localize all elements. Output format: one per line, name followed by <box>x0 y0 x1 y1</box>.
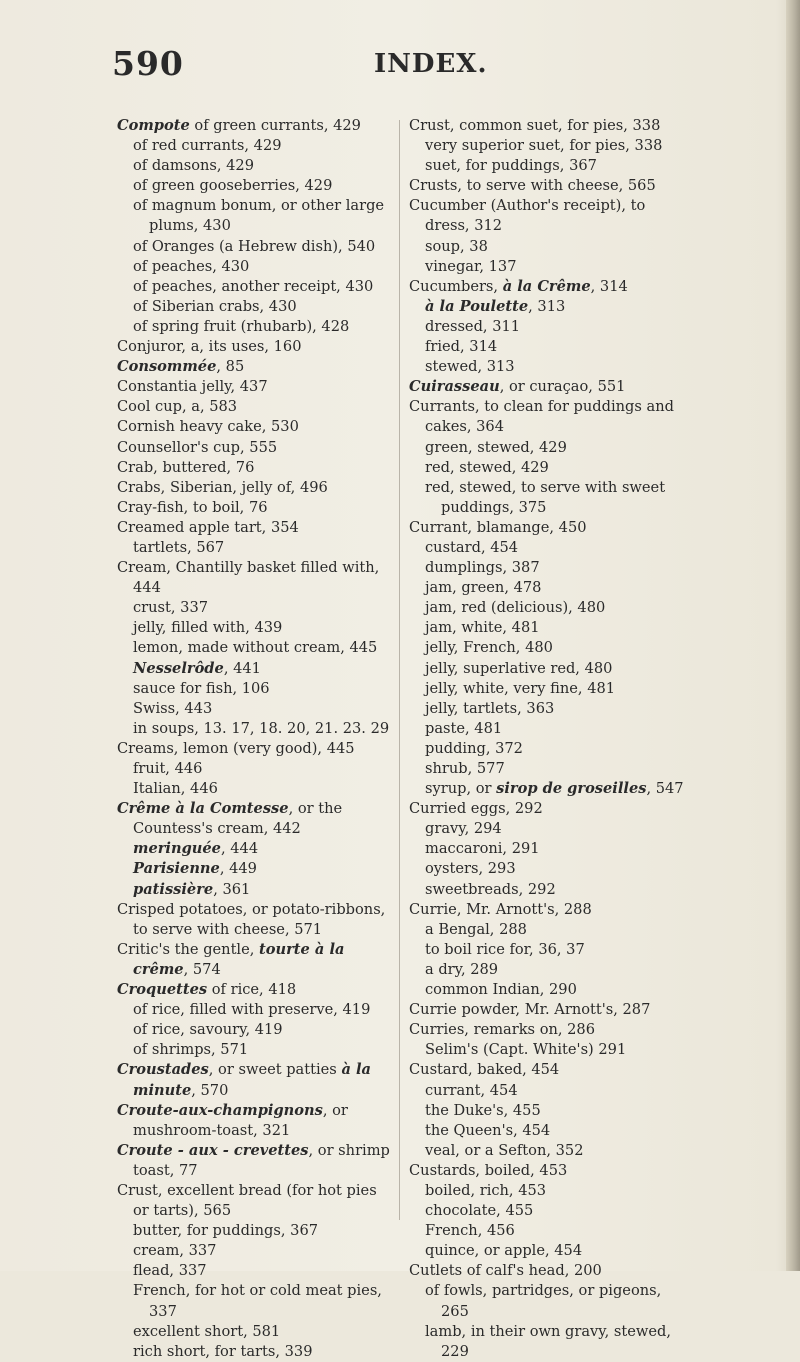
index-entry <box>117 498 394 518</box>
entry-text: Cucumbers, <box>409 277 503 295</box>
index-entry <box>117 679 394 699</box>
entry-text: Currant, blamange, 450 <box>409 518 587 536</box>
index-entry <box>409 1060 688 1080</box>
index-entry <box>409 618 688 638</box>
index-entry <box>409 779 688 799</box>
entry-text: red, stewed, to serve with sweet puddings, 375 <box>425 478 666 516</box>
entry-text: jam, red (delicious), 480 <box>425 599 606 617</box>
index-entry <box>409 759 688 779</box>
index-entry <box>117 116 394 136</box>
entry-text: green, stewed, 429 <box>425 438 567 456</box>
index-entry <box>409 578 688 598</box>
entry-text: Creams, lemon (very good), 445 <box>117 739 355 757</box>
entry-text: Crême à la Comtesse <box>117 800 289 818</box>
entry-text: crust, 337 <box>133 599 209 617</box>
entry-text: gravy, 294 <box>425 820 502 838</box>
index-entry <box>409 1101 688 1121</box>
index-entry <box>409 900 688 920</box>
index-entry <box>117 1101 394 1141</box>
page-title: INDEX. <box>374 49 488 79</box>
entry-text: chocolate, 455 <box>425 1202 534 1220</box>
index-entry <box>117 337 394 357</box>
entry-text: of spring fruit (rhubarb), 428 <box>133 317 350 335</box>
index-entry <box>409 397 688 437</box>
entry-text: in soups, 13. 17, 18. 20, 21. 23. 29 <box>133 719 390 737</box>
index-entry <box>409 257 688 277</box>
entry-text: flead, 337 <box>133 1262 207 1280</box>
entry-text: à la Crême <box>502 277 591 295</box>
entry-text: Croute - aux - crevettes <box>117 1141 309 1159</box>
index-entry <box>409 1261 688 1281</box>
index-entry <box>117 739 394 759</box>
index-entry <box>117 377 394 397</box>
index-entry <box>117 1060 394 1100</box>
entry-text: lemon, made without cream, 445 <box>133 639 378 657</box>
entry-text: , 314 <box>590 277 628 295</box>
index-entry <box>117 357 394 377</box>
index-column-left <box>117 116 394 1362</box>
index-entry <box>117 1281 394 1321</box>
entry-text: , 574 <box>183 960 221 978</box>
index-entry <box>409 518 688 538</box>
index-entry <box>117 719 394 739</box>
entry-text: à la Poulette <box>425 297 529 315</box>
entry-text: Crusts, to serve with cheese, 565 <box>409 177 656 195</box>
entry-text: Cucumber (Author's receipt), to dress, 312 <box>409 197 646 235</box>
entry-text: suet, for puddings, 367 <box>425 157 597 175</box>
entry-text: Parisienne <box>133 860 220 878</box>
index-entry <box>117 438 394 458</box>
index-entry <box>409 558 688 578</box>
entry-text: Italian, 446 <box>133 780 218 798</box>
entry-text: custard, 454 <box>425 538 519 556</box>
entry-text: Swiss, 443 <box>133 699 213 717</box>
entry-text: vinegar, 137 <box>425 257 517 275</box>
entry-text: of red currants, 429 <box>133 137 282 155</box>
entry-text: jam, green, 478 <box>425 579 542 597</box>
index-entry <box>409 317 688 337</box>
entry-text: Selim's (Capt. White's) 291 <box>425 1041 627 1059</box>
index-entry <box>117 257 394 277</box>
index-entry <box>117 880 394 900</box>
index-entry <box>117 940 394 980</box>
index-entry <box>409 880 688 900</box>
index-entry <box>409 638 688 658</box>
entry-text: dressed, 311 <box>425 317 521 335</box>
index-entry <box>409 277 688 297</box>
index-entry <box>409 237 688 257</box>
index-entry <box>117 1241 394 1261</box>
index-entry <box>117 237 394 257</box>
entry-text: cream, 337 <box>133 1242 217 1260</box>
entry-text: to boil rice for, 36, 37 <box>425 940 585 958</box>
entry-text: Cray-fish, to boil, 76 <box>117 498 268 516</box>
entry-text: jelly, French, 480 <box>425 639 553 657</box>
entry-text: Cutlets of calf's head, 200 <box>409 1262 602 1280</box>
entry-text: of peaches, 430 <box>133 257 250 275</box>
entry-text: of Siberian crabs, 430 <box>133 297 297 315</box>
entry-text: jelly, superlative red, 480 <box>425 659 613 677</box>
index-entry <box>409 196 688 236</box>
entry-text: , 547 <box>646 780 684 798</box>
index-entry <box>117 1322 394 1342</box>
entry-text: Crabs, Siberian, jelly of, 496 <box>117 478 328 496</box>
index-entry <box>117 196 394 236</box>
index-entry <box>117 518 394 538</box>
entry-text: soup, 38 <box>425 237 488 255</box>
index-entry <box>117 1020 394 1040</box>
index-entry <box>117 1261 394 1281</box>
index-entry <box>117 478 394 498</box>
index-entry <box>117 558 394 598</box>
entry-text: , or curaçao, 551 <box>499 378 626 396</box>
entry-text: Crisped potatoes, or potato-ribbons, to serve with cheese, 571 <box>117 900 386 938</box>
index-entry <box>117 458 394 478</box>
entry-text: common Indian, 290 <box>425 981 577 999</box>
entry-text: of rice, filled with preserve, 419 <box>133 1001 371 1019</box>
index-entry <box>117 900 394 940</box>
entry-text: sirop de groseilles <box>496 780 647 798</box>
entry-text: Croustades <box>117 1061 209 1079</box>
entry-text: Currants, to clean for puddings and cakes, 364 <box>409 398 674 436</box>
index-entry <box>409 1161 688 1181</box>
entry-text: Crab, buttered, 76 <box>117 458 255 476</box>
entry-text: dumplings, 387 <box>425 559 540 577</box>
index-entry <box>409 1020 688 1040</box>
entry-text: Creamed apple tart, 354 <box>117 518 299 536</box>
index-entry <box>409 337 688 357</box>
index-entry <box>409 920 688 940</box>
index-entry <box>409 1081 688 1101</box>
index-entry <box>117 397 394 417</box>
entry-text: paste, 481 <box>425 719 503 737</box>
entry-text: tartlets, 567 <box>133 538 225 556</box>
entry-text: sauce for fish, 106 <box>133 679 270 697</box>
index-entry <box>409 659 688 679</box>
entry-text: of green currants, 429 <box>189 117 361 134</box>
index-entry <box>117 277 394 297</box>
entry-text: maccaroni, 291 <box>425 840 540 858</box>
index-entry <box>409 819 688 839</box>
index-entry <box>117 779 394 799</box>
entry-text: of Oranges (a Hebrew dish), 540 <box>133 237 376 255</box>
index-entry <box>117 799 394 839</box>
index-entry <box>409 739 688 759</box>
entry-text: Cuirasseau <box>409 378 500 396</box>
entry-text: Curries, remarks on, 286 <box>409 1021 596 1039</box>
entry-text: Crust, excellent bread (for hot pies or tarts), 565 <box>117 1181 377 1220</box>
index-entry <box>409 377 688 397</box>
index-entry <box>409 116 688 136</box>
entry-text: of fowls, partridges, or pigeons, 265 <box>425 1282 662 1320</box>
index-entry <box>409 1181 688 1201</box>
entry-text: rich short, for tarts, 339 <box>133 1342 313 1360</box>
index-entry <box>409 980 688 1000</box>
entry-text: jelly, tartlets, 363 <box>425 699 555 717</box>
entry-text: oysters, 293 <box>425 860 516 878</box>
entry-text: excellent short, 581 <box>133 1322 281 1340</box>
entry-text: Crust, common suet, for pies, 338 <box>409 117 661 134</box>
entry-text: of peaches, another receipt, 430 <box>133 277 374 295</box>
index-entry <box>117 1342 394 1362</box>
index-entry <box>409 940 688 960</box>
index-entry <box>409 176 688 196</box>
entry-text: very superior suet, for pies, 338 <box>425 137 663 155</box>
entry-text: , 85 <box>216 358 245 376</box>
index-entry <box>409 1221 688 1241</box>
entry-text: veal, or a Sefton, 352 <box>425 1141 584 1159</box>
entry-text: Currie powder, Mr. Arnott's, 287 <box>409 1001 651 1019</box>
index-entry <box>409 1281 688 1321</box>
column-divider <box>399 120 400 1220</box>
entry-text: French, for hot or cold meat pies, 337 <box>133 1282 382 1320</box>
entry-text: Nesselrôde <box>133 659 224 677</box>
index-entry <box>409 478 688 518</box>
index-entry <box>409 859 688 879</box>
entry-text: French, 456 <box>425 1222 515 1240</box>
index-entry <box>409 1040 688 1060</box>
index-entry <box>117 618 394 638</box>
entry-text: shrub, 577 <box>425 760 505 777</box>
index-entry <box>117 659 394 679</box>
index-entry <box>117 1141 394 1181</box>
entry-text: pudding, 372 <box>425 739 523 757</box>
index-entry <box>409 156 688 176</box>
index-entry <box>409 839 688 859</box>
index-entry <box>117 136 394 156</box>
entry-text: meringuée <box>133 840 221 858</box>
entry-text: , 570 <box>191 1081 229 1099</box>
index-entry <box>409 699 688 719</box>
index-entry <box>409 1201 688 1221</box>
entry-text: lamb, in their own gravy, stewed, 229 <box>425 1322 671 1360</box>
index-entry <box>117 859 394 879</box>
entry-text: jelly, filled with, 439 <box>133 619 283 637</box>
entry-text: a dry, 289 <box>425 960 499 978</box>
entry-text: the Queen's, 454 <box>425 1121 551 1139</box>
page-header <box>0 44 800 84</box>
entry-text: Curried eggs, 292 <box>409 800 543 818</box>
entry-text: currant, 454 <box>425 1081 518 1099</box>
entry-text: , or sweet patties <box>208 1061 342 1079</box>
index-entry <box>409 458 688 478</box>
index-entry <box>117 176 394 196</box>
entry-text: of rice, savoury, 419 <box>133 1021 283 1039</box>
entry-text: Conjuror, a, its uses, 160 <box>117 338 302 356</box>
entry-text: red, stewed, 429 <box>425 458 549 476</box>
entry-text: butter, for puddings, 367 <box>133 1222 319 1240</box>
index-entry <box>117 297 394 317</box>
entry-text: of green gooseberries, 429 <box>133 177 333 195</box>
entry-text: sweetbreads, 292 <box>425 880 556 898</box>
entry-text: , 313 <box>528 297 566 315</box>
index-entry <box>117 1000 394 1020</box>
entry-text: , or shrimp toast, 77 <box>133 1141 390 1179</box>
index-entry <box>409 799 688 819</box>
entry-text: fried, 314 <box>425 338 498 356</box>
index-entry <box>117 317 394 337</box>
index-entry <box>409 538 688 558</box>
entry-text: tourte à la crême <box>133 940 345 978</box>
index-entry <box>409 1121 688 1141</box>
entry-text: quince, or apple, 454 <box>425 1242 583 1260</box>
index-entry <box>409 679 688 699</box>
index-entry <box>409 357 688 377</box>
entry-text: , or mushroom-toast, 321 <box>133 1101 348 1139</box>
entry-text: jelly, white, very fine, 481 <box>425 679 616 697</box>
entry-text: stewed, 313 <box>425 358 515 376</box>
entry-text: Consommée <box>117 358 217 376</box>
entry-text: of shrimps, 571 <box>133 1041 249 1059</box>
entry-text: Constantia jelly, 437 <box>117 378 268 396</box>
entry-text: Currie, Mr. Arnott's, 288 <box>409 900 592 918</box>
entry-text: , 444 <box>220 840 259 858</box>
entry-text: , or the Countess's cream, 442 <box>133 800 343 838</box>
entry-text: , 441 <box>223 659 261 677</box>
index-entry <box>409 297 688 317</box>
index-entry <box>117 156 394 176</box>
entry-text: the Duke's, 455 <box>425 1101 541 1119</box>
index-entry <box>117 839 394 859</box>
index-entry <box>409 598 688 618</box>
entry-text: syrup, or <box>425 780 497 798</box>
entry-text: fruit, 446 <box>133 760 203 777</box>
index-entry <box>409 438 688 458</box>
entry-text: a Bengal, 288 <box>425 920 527 938</box>
index-entry <box>409 136 688 156</box>
entry-text: of magnum bonum, or other large plums, 430 <box>133 197 385 235</box>
index-column-right <box>409 116 688 1362</box>
entry-text: Critic's the gentle, <box>117 940 260 958</box>
index-entry <box>409 1241 688 1261</box>
entry-text: Cream, Chantilly basket filled with, 444 <box>117 559 380 597</box>
index-entry <box>409 719 688 739</box>
entry-text: Croute-aux-champignons <box>117 1101 323 1119</box>
entry-text: Croquettes <box>117 981 208 999</box>
index-entry <box>409 1322 688 1362</box>
page-edge <box>786 0 800 1271</box>
entry-text: of damsons, 429 <box>133 157 255 175</box>
entry-text: , 361 <box>213 880 251 898</box>
entry-text: boiled, rich, 453 <box>425 1181 547 1199</box>
entry-text: Custard, baked, 454 <box>409 1061 560 1079</box>
entry-text: Compote <box>117 117 190 134</box>
entry-text: Cool cup, a, 583 <box>117 398 238 416</box>
index-entry <box>117 638 394 658</box>
index-entry <box>117 1040 394 1060</box>
index-entry <box>117 417 394 437</box>
index-entry <box>409 1141 688 1161</box>
index-entry <box>409 1000 688 1020</box>
entry-text: Custards, boiled, 453 <box>409 1161 568 1179</box>
entry-text: patissière <box>133 880 214 898</box>
page-number: 590 <box>112 44 184 83</box>
index-entry <box>117 598 394 618</box>
index-entry <box>117 538 394 558</box>
index-entry <box>117 759 394 779</box>
index-entry <box>117 699 394 719</box>
index-entry <box>117 1221 394 1241</box>
entry-text: of rice, 418 <box>207 981 297 999</box>
entry-text: Cornish heavy cake, 530 <box>117 418 299 436</box>
index-entry <box>117 1181 394 1221</box>
entry-text: , 449 <box>219 860 257 878</box>
entry-text: jam, white, 481 <box>425 619 540 637</box>
index-entry <box>409 960 688 980</box>
entry-text: à la minute <box>133 1061 371 1099</box>
entry-text: Counsellor's cup, 555 <box>117 438 278 456</box>
index-entry <box>117 980 394 1000</box>
